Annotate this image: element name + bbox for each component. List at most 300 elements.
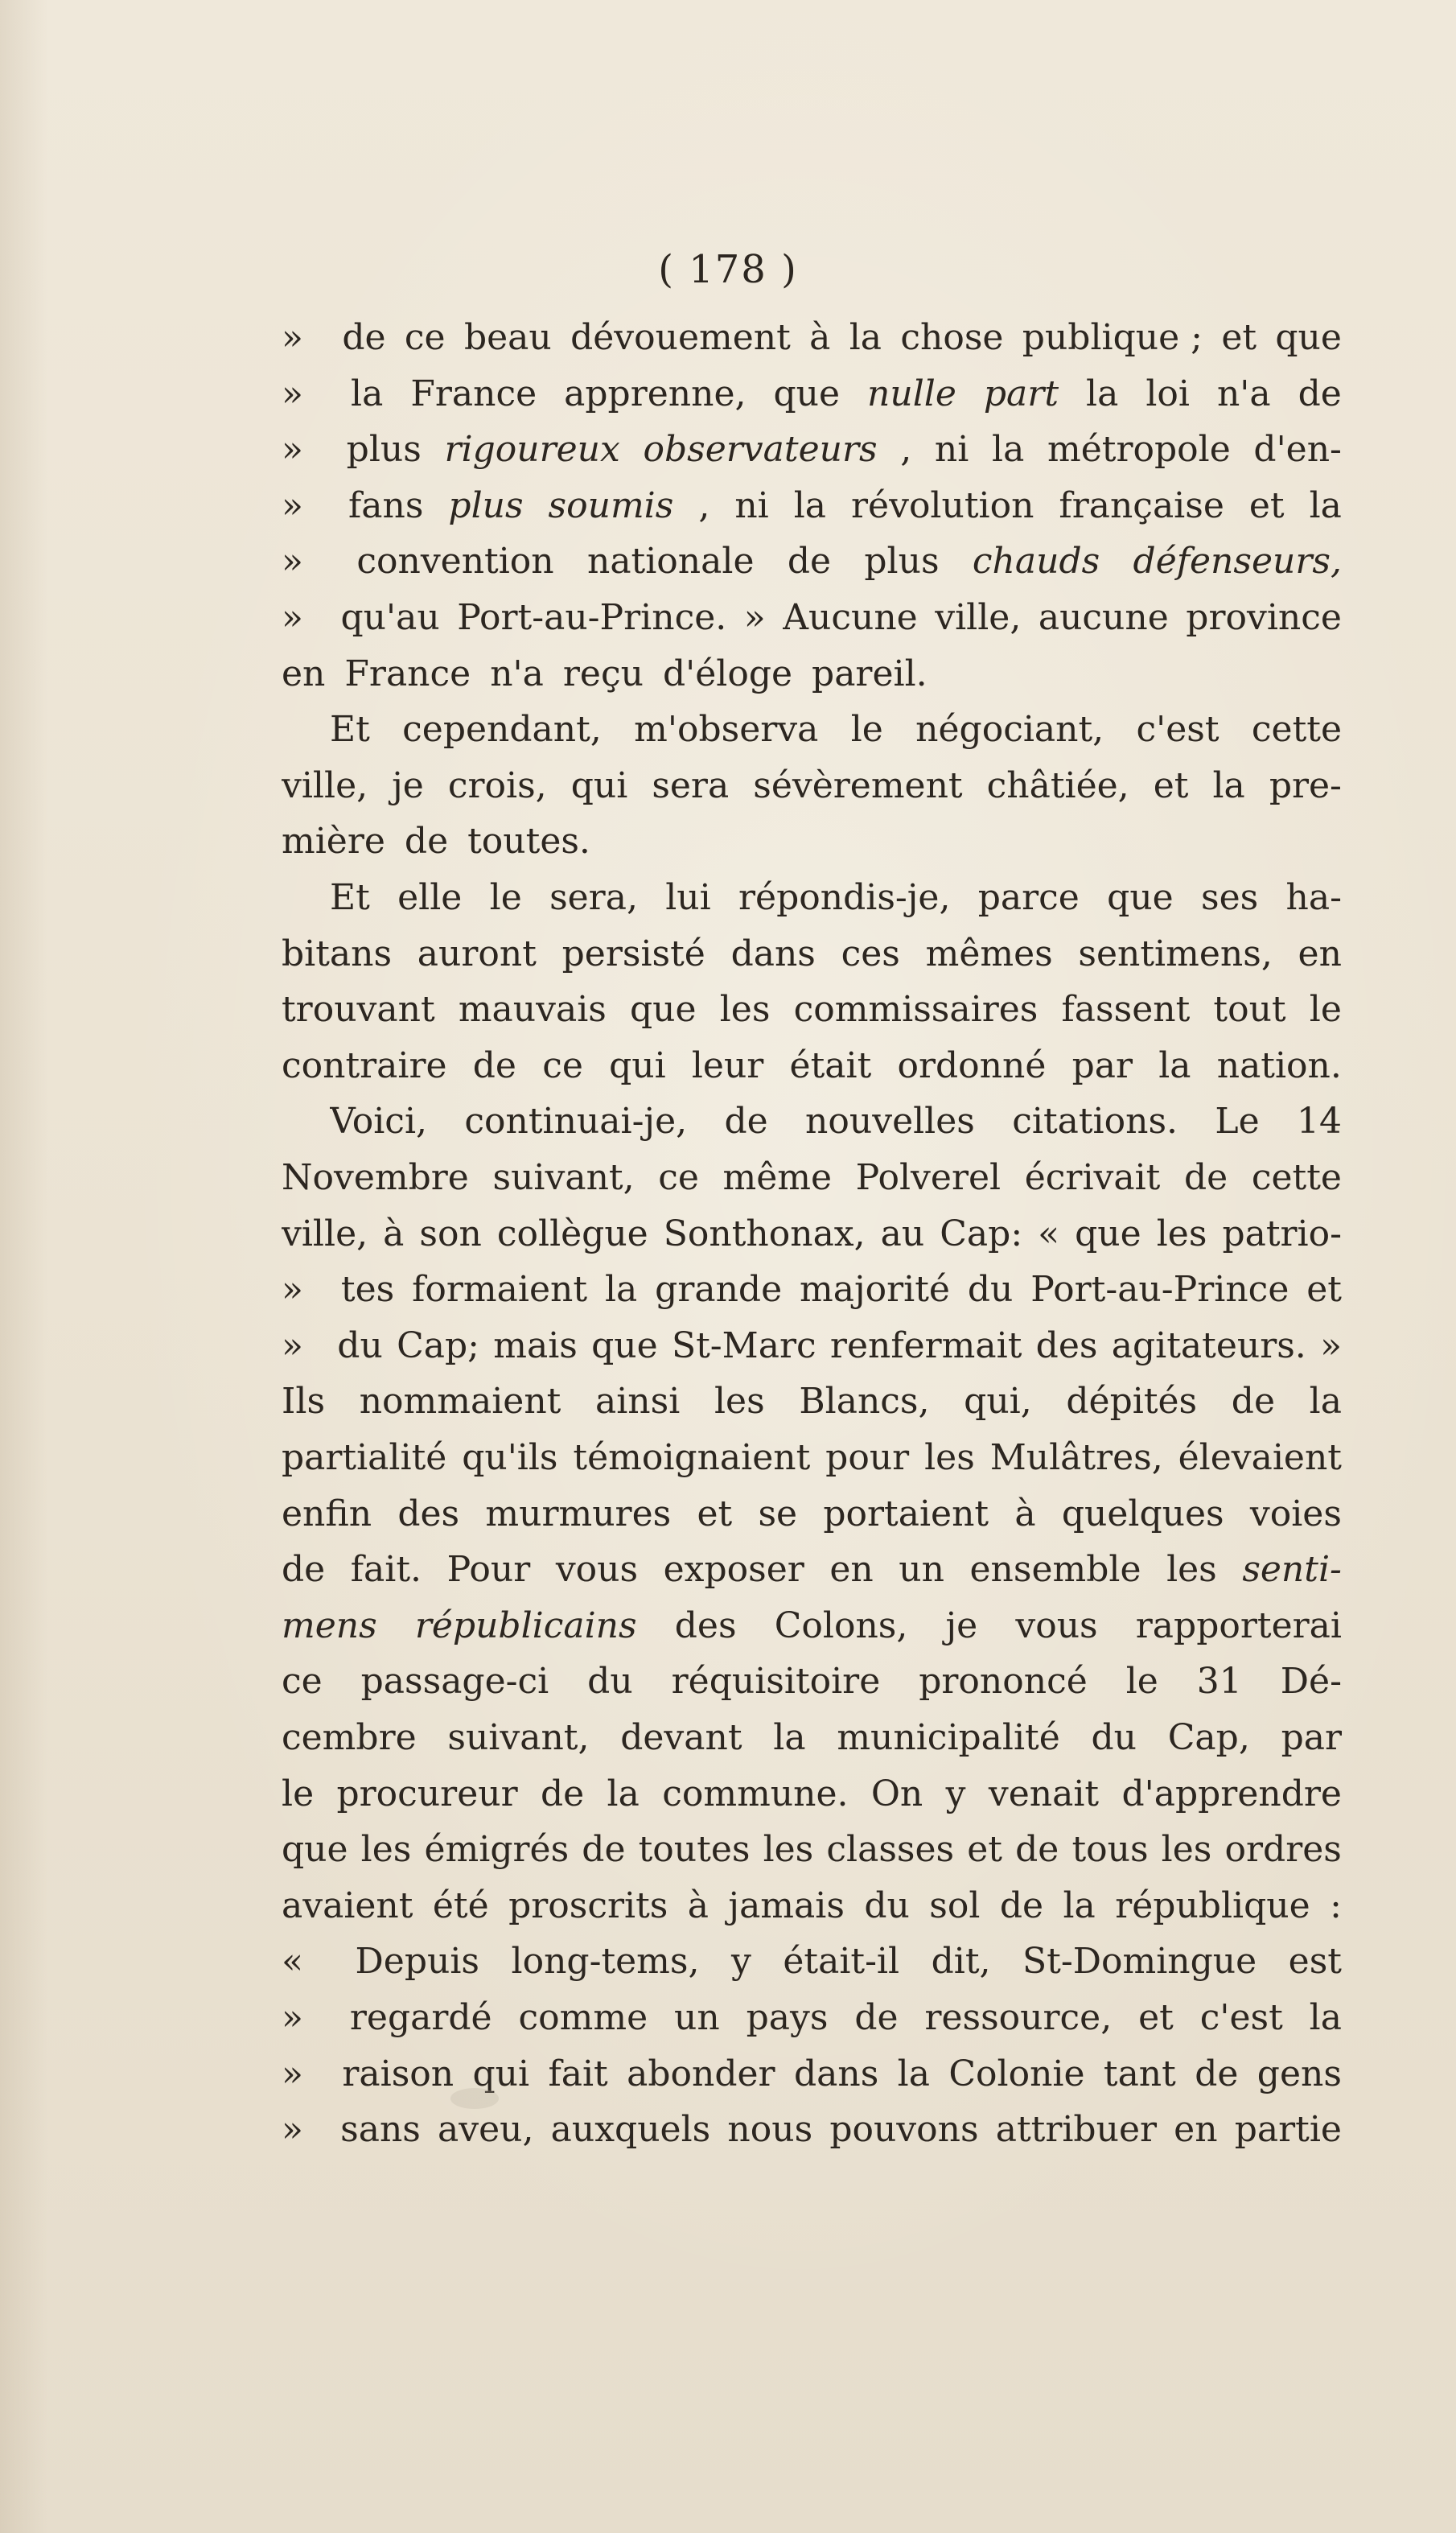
word: murmures <box>485 1493 672 1534</box>
word: à <box>383 1213 405 1254</box>
word: du <box>587 1661 633 1703</box>
word: qui <box>609 1044 666 1086</box>
word: les <box>1166 1549 1217 1591</box>
word: de <box>472 1044 516 1086</box>
text-line <box>282 1990 1342 2046</box>
text-line <box>282 1878 1342 1934</box>
word: républicains <box>414 1604 637 1646</box>
word: du <box>1091 1717 1137 1758</box>
word: majorité <box>800 1269 950 1311</box>
word: le <box>489 877 522 918</box>
word: qu'ils <box>462 1437 558 1478</box>
word: d'en- <box>1253 429 1342 471</box>
quote-mark: » <box>282 597 303 638</box>
word: agitateurs. <box>1111 1324 1306 1366</box>
word: proscrits <box>508 1884 668 1926</box>
word: et <box>697 1493 733 1534</box>
word: la <box>1086 373 1119 414</box>
text-line <box>282 1766 1342 1823</box>
word: Aucune <box>783 597 918 638</box>
word: la <box>1063 1884 1096 1926</box>
word: la <box>351 373 384 414</box>
word: chose <box>900 317 1004 358</box>
word: sera, <box>549 877 638 918</box>
word: cembre <box>282 1717 417 1758</box>
word: révolution <box>851 484 1034 526</box>
word: de <box>540 1773 585 1814</box>
word: le <box>1125 1661 1158 1703</box>
word: son <box>419 1213 482 1254</box>
word: n'a <box>490 653 544 694</box>
word: la <box>1309 1381 1342 1423</box>
word: et <box>1138 1997 1174 2038</box>
word: pour <box>825 1437 910 1478</box>
word: de <box>854 1997 899 2038</box>
word: exposer <box>663 1549 804 1591</box>
word: raison <box>342 2053 454 2094</box>
word: je <box>392 764 424 806</box>
word: en <box>282 653 326 694</box>
word: à <box>809 317 831 358</box>
word: Polverel <box>855 1157 1002 1198</box>
word: rapporterai <box>1135 1604 1342 1646</box>
word: nulle <box>867 373 956 414</box>
word: attribuer <box>995 2109 1158 2151</box>
word: lui <box>665 877 711 918</box>
word: reçu <box>562 653 644 694</box>
word: que <box>591 1324 658 1366</box>
word: qui, <box>964 1381 1032 1423</box>
word: elle <box>397 877 463 918</box>
word: plus <box>346 429 422 471</box>
word: d'apprendre <box>1121 1773 1342 1814</box>
text-line <box>282 926 1342 982</box>
word: de <box>404 821 449 863</box>
text-line <box>282 1318 1342 1374</box>
word: le <box>1309 989 1342 1031</box>
word: ni <box>734 484 769 526</box>
quote-mark: » <box>282 484 303 526</box>
quote-mark: » <box>282 2053 303 2094</box>
word: mais <box>493 1324 578 1366</box>
word: mens <box>282 1604 377 1646</box>
word: partie <box>1234 2109 1342 2151</box>
word: dépités <box>1066 1381 1198 1423</box>
word: la <box>1309 1997 1342 2038</box>
text-line <box>282 758 1342 814</box>
text-line <box>282 1654 1342 1710</box>
text-line <box>282 1486 1342 1542</box>
word: suivant, <box>447 1717 590 1758</box>
word: d'éloge <box>662 653 793 694</box>
word: venait <box>988 1773 1100 1814</box>
word: n'a <box>1216 373 1271 414</box>
word: collègue <box>496 1213 648 1254</box>
word: métropole <box>1047 429 1231 471</box>
word: de <box>1298 373 1342 414</box>
word: Depuis <box>355 1941 479 1983</box>
word: qu'au <box>340 597 440 638</box>
quote-mark: » <box>282 317 303 358</box>
word: rigoureux <box>444 429 620 471</box>
text-line <box>282 2102 1342 2158</box>
page-number: ( 178 ) <box>658 247 798 292</box>
text-line <box>330 870 1342 926</box>
word: abonder <box>627 2053 775 2094</box>
word: St-Marc <box>671 1324 816 1366</box>
word: la <box>1309 484 1342 526</box>
word: les <box>1156 1213 1207 1254</box>
word: plus <box>864 541 940 583</box>
word: se <box>758 1493 798 1534</box>
word: , <box>698 484 710 526</box>
word: de <box>1015 1829 1059 1871</box>
word: citations. <box>1012 1101 1178 1143</box>
word: du <box>864 1884 910 1926</box>
word: la <box>604 1269 638 1311</box>
word: la <box>793 484 827 526</box>
word: Cap; <box>397 1324 479 1366</box>
word: voies <box>1249 1493 1342 1534</box>
word: quelques <box>1061 1493 1224 1534</box>
word: est <box>1288 1941 1342 1983</box>
word: le <box>282 1773 315 1814</box>
word: par <box>1071 1044 1133 1086</box>
word: observateurs <box>643 429 878 471</box>
word: que <box>1275 317 1342 358</box>
word: ressource, <box>924 1997 1113 2038</box>
word: été <box>432 1884 489 1926</box>
word: les <box>360 1829 412 1871</box>
word: tous <box>1071 1829 1149 1871</box>
word: commissaires <box>793 989 1039 1031</box>
word: publique ; <box>1022 317 1203 358</box>
word: trouvant <box>282 989 435 1031</box>
quote-mark: » <box>282 429 303 471</box>
word: auront <box>417 933 537 974</box>
word: la <box>607 1773 640 1814</box>
word: sentimens, <box>1078 933 1273 974</box>
text-line <box>282 310 1342 366</box>
word: senti- <box>1242 1549 1342 1591</box>
word: devant <box>620 1717 742 1758</box>
word: enfin <box>282 1493 372 1534</box>
word: Cap, <box>1167 1717 1250 1758</box>
word: que <box>773 373 841 414</box>
word: Voici, <box>330 1101 427 1143</box>
word: et <box>1153 764 1189 806</box>
word: qui <box>472 2053 530 2094</box>
word: les <box>719 989 771 1031</box>
word: sol <box>929 1884 981 1926</box>
word: les <box>1161 1829 1212 1871</box>
word: ce <box>404 317 446 358</box>
word: mêmes <box>925 933 1053 974</box>
word: de <box>787 541 832 583</box>
word: du <box>337 1324 383 1366</box>
quote-mark: » <box>282 2109 303 2151</box>
word: sévèrement <box>753 764 963 806</box>
word: des <box>397 1493 460 1534</box>
word: sans <box>340 2109 421 2151</box>
word: nommaient <box>359 1381 561 1423</box>
text-line <box>282 813 1342 870</box>
word: ce <box>542 1044 583 1086</box>
word: de <box>1231 1381 1275 1423</box>
quote-mark: » <box>282 1997 303 2038</box>
word: Et <box>330 877 370 918</box>
text-line <box>282 982 1342 1038</box>
word: les <box>763 1829 814 1871</box>
word: nationale <box>586 541 755 583</box>
word: en <box>1298 933 1342 974</box>
word: m'observa <box>634 709 819 751</box>
quote-mark: « <box>282 1941 303 1983</box>
word: procureur <box>336 1773 518 1814</box>
word: que <box>630 989 697 1031</box>
word: que <box>1107 877 1174 918</box>
word: France <box>410 373 537 414</box>
word: ordonné <box>897 1044 1047 1086</box>
word: y <box>945 1773 966 1814</box>
word: patrio- <box>1222 1213 1342 1254</box>
word: chauds <box>972 541 1100 583</box>
word: Blancs, <box>799 1381 930 1423</box>
word: passage-ci <box>360 1661 549 1703</box>
text-line <box>282 1206 1342 1262</box>
word: , <box>900 429 912 471</box>
word: dit, <box>931 1941 991 1983</box>
word: république <box>1115 1884 1310 1926</box>
word: Port-au-Prince. <box>457 597 727 638</box>
word: formaient <box>412 1269 588 1311</box>
word: nation. <box>1216 1044 1342 1086</box>
word: regardé <box>349 1997 492 2038</box>
word: en <box>829 1549 874 1591</box>
text-line <box>282 1262 1342 1318</box>
text-line <box>282 1038 1342 1094</box>
word: St-Domingue <box>1022 1941 1257 1983</box>
word: crois, <box>447 764 547 806</box>
word: les <box>924 1437 975 1478</box>
word: 14 <box>1297 1101 1342 1143</box>
text-line <box>282 1430 1342 1486</box>
word: « <box>1038 1213 1060 1254</box>
word: et <box>967 1829 1002 1871</box>
word: nous <box>727 2109 813 2151</box>
word: avaient <box>282 1884 413 1926</box>
quote-mark: » <box>282 1324 303 1366</box>
word: ha- <box>1285 877 1342 918</box>
word: beau <box>463 317 552 358</box>
word: cette <box>1251 709 1342 751</box>
text-line <box>282 478 1342 534</box>
word: défenseurs, <box>1133 541 1342 583</box>
word: Colons, <box>774 1604 908 1646</box>
word: le <box>850 709 883 751</box>
word: ville, <box>282 1213 368 1254</box>
word: c'est <box>1136 709 1220 751</box>
word: était-il <box>783 1941 900 1983</box>
word: bitans <box>282 933 393 974</box>
word: la <box>1158 1044 1191 1086</box>
word: pouvons <box>829 2109 979 2151</box>
text-line <box>282 1150 1342 1206</box>
word: commune. <box>662 1773 849 1814</box>
word: » <box>1320 1324 1342 1366</box>
word: et <box>1221 317 1257 358</box>
word: suivant, <box>492 1157 635 1198</box>
word: un <box>674 1997 720 2038</box>
text-line <box>330 702 1342 758</box>
word: pareil. <box>812 653 927 694</box>
word: Port-au-Prince <box>1030 1269 1289 1311</box>
word: fait <box>548 2053 608 2094</box>
word: ses <box>1201 877 1259 918</box>
word: apprenne, <box>564 373 747 414</box>
text-line <box>282 1542 1342 1598</box>
word: cependant, <box>402 709 602 751</box>
word: mauvais <box>458 989 607 1031</box>
word: vous <box>1015 1604 1098 1646</box>
word: de <box>282 1549 326 1591</box>
text-line <box>282 1374 1342 1430</box>
word: témoignaient <box>573 1437 811 1478</box>
word: : <box>1330 1884 1342 1926</box>
word: ville, <box>935 597 1022 638</box>
word: de <box>999 1884 1044 1926</box>
word: pre- <box>1269 764 1342 806</box>
word: continuai-je, <box>464 1101 688 1143</box>
word: Colonie <box>948 2053 1085 2094</box>
word: des <box>1035 1324 1098 1366</box>
word: nouvelles <box>805 1101 975 1143</box>
word: tant <box>1103 2053 1176 2094</box>
word: contraire <box>282 1044 447 1086</box>
word: même <box>722 1157 833 1198</box>
word: comme <box>518 1997 648 2038</box>
word: On <box>870 1773 923 1814</box>
word: émigrés <box>424 1829 570 1871</box>
word: en <box>1174 2109 1218 2151</box>
word: qui <box>570 764 628 806</box>
text-line <box>282 1934 1342 1990</box>
word: châtiée, <box>986 764 1129 806</box>
word: fans <box>348 484 424 526</box>
paper-smudge <box>450 2088 499 2109</box>
word: auxquels <box>550 2109 711 2151</box>
word: ordres <box>1224 1829 1342 1871</box>
word: partialité <box>282 1437 447 1478</box>
word: ensemble <box>969 1549 1141 1591</box>
word: aveu, <box>438 2109 534 2151</box>
word: municipalité <box>837 1717 1060 1758</box>
word: soumis <box>548 484 674 526</box>
text-line <box>282 2046 1342 2103</box>
text-line <box>282 590 1342 646</box>
quote-mark: » <box>282 373 303 414</box>
word: Dé- <box>1280 1661 1342 1703</box>
word: part <box>983 373 1059 414</box>
word: portaient <box>823 1493 989 1534</box>
word: la <box>1212 764 1245 806</box>
text-line <box>282 1598 1342 1654</box>
text-line <box>282 533 1342 590</box>
word: dans <box>793 2053 879 2094</box>
word: prononcé <box>919 1661 1088 1703</box>
word: ce <box>282 1661 323 1703</box>
page-edge-shadow <box>0 0 48 2533</box>
word: et <box>1306 1269 1342 1311</box>
word: » <box>743 597 766 638</box>
word: Novembre <box>282 1157 469 1198</box>
word: négociant, <box>915 709 1104 751</box>
text-line <box>282 646 1342 702</box>
word: France <box>344 653 471 694</box>
word: classes <box>826 1829 955 1871</box>
word: la <box>992 429 1025 471</box>
word: cette <box>1251 1157 1342 1198</box>
word: Sonthonax, <box>663 1213 866 1254</box>
word: aucune <box>1038 597 1169 638</box>
word: de <box>582 1829 626 1871</box>
word: et <box>1248 484 1285 526</box>
word: que <box>282 1829 348 1871</box>
word: renfermait <box>829 1324 1022 1366</box>
word: y <box>730 1941 751 1983</box>
text-line <box>282 1822 1342 1878</box>
word: les <box>714 1381 765 1423</box>
word: par <box>1281 1717 1342 1758</box>
word: à <box>687 1884 709 1926</box>
word: leur <box>691 1044 764 1086</box>
word: ainsi <box>595 1381 681 1423</box>
word: de <box>342 317 386 358</box>
word: réquisitoire <box>671 1661 881 1703</box>
word: dévouement <box>570 317 791 358</box>
word: 31 <box>1196 1661 1242 1703</box>
word: au <box>880 1213 925 1254</box>
word: convention <box>356 541 554 583</box>
word: sera <box>652 764 730 806</box>
word: des <box>674 1604 737 1646</box>
word: fait. <box>350 1549 422 1591</box>
word: un <box>899 1549 944 1591</box>
word: la <box>849 317 882 358</box>
word: je <box>945 1604 978 1646</box>
word: gens <box>1257 2053 1342 2094</box>
word: de <box>724 1101 768 1143</box>
text-line <box>282 1710 1342 1766</box>
word: ni <box>934 429 969 471</box>
word: Pour <box>446 1549 531 1591</box>
word: loi <box>1145 373 1190 414</box>
word: Ils <box>282 1381 326 1423</box>
word: élevaient <box>1178 1437 1342 1478</box>
word: vous <box>555 1549 639 1591</box>
word: persisté <box>561 933 705 974</box>
word: de <box>1195 2053 1239 2094</box>
word: plus <box>448 484 524 526</box>
word: pays <box>746 1997 829 2038</box>
word: Cap: <box>940 1213 1023 1254</box>
word: répondis-je, <box>738 877 951 918</box>
word: tes <box>340 1269 395 1311</box>
word: fassent <box>1061 989 1191 1031</box>
word: française <box>1059 484 1224 526</box>
word: jamais <box>728 1884 845 1926</box>
word: ce <box>658 1157 699 1198</box>
